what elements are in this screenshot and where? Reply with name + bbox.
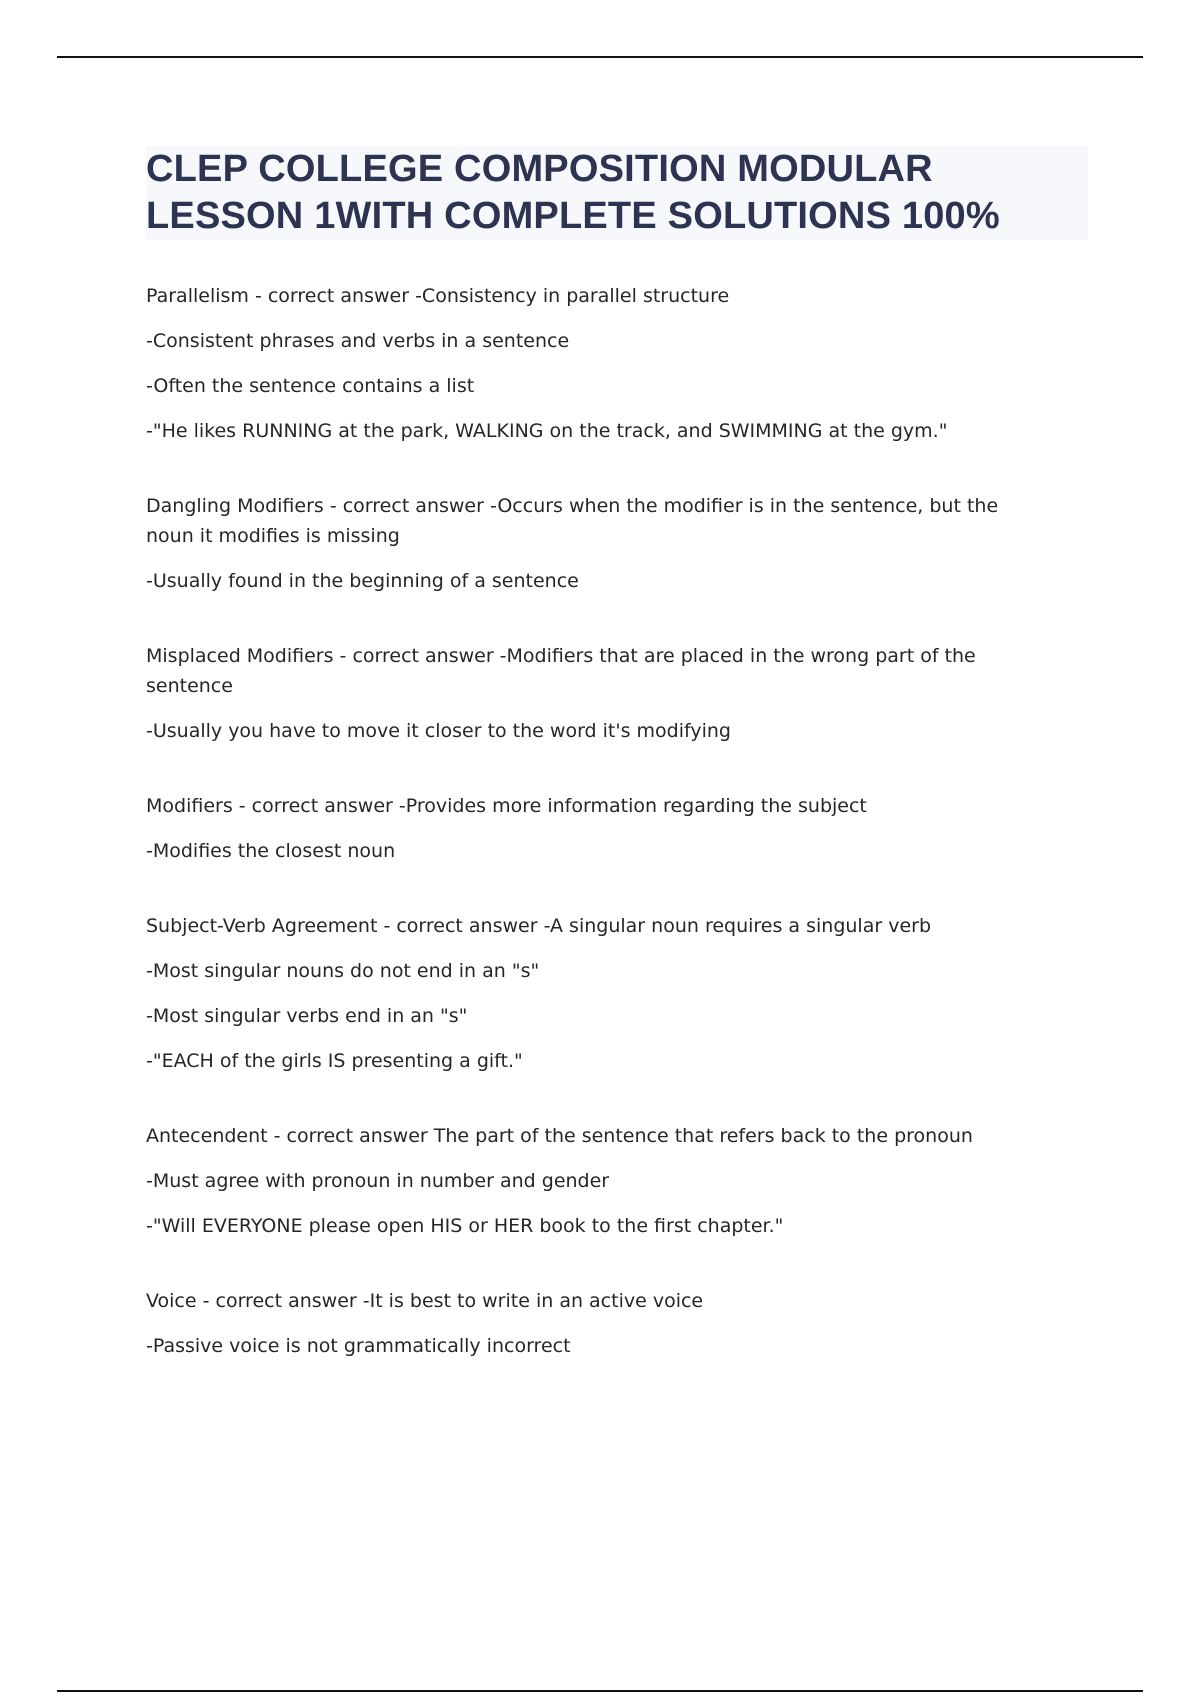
entry-voice (146, 1286, 1051, 1361)
entry-modifiers (146, 791, 1051, 866)
entry-line: Parallelism - correct answer -Consistency in parallel structure (146, 285, 730, 307)
top-rule (57, 56, 1143, 58)
entry-line: -Often the sentence contains a list (146, 375, 475, 397)
entry-line: -"He likes RUNNING at the park, WALKING on the track, and SWIMMING at the gym." (146, 420, 948, 442)
entry-line: -Usually found in the beginning of a sentence (146, 570, 579, 592)
entry-dangling-modifiers (146, 491, 1051, 596)
entry-line: Subject-Verb Agreement - correct answer -A singular noun requires a singular verb (146, 915, 932, 937)
entry-line: Voice - correct answer -It is best to write in an active voice (146, 1290, 704, 1312)
entry-line: -"Will EVERYONE please open HIS or HER book to the first chapter." (146, 1215, 784, 1237)
entry-line: -Most singular nouns do not end in an "s" (146, 960, 540, 982)
title-line-2: LESSON 1WITH COMPLETE SOLUTIONS 100% (146, 195, 1000, 237)
entry-line: -Must agree with pronoun in number and gender (146, 1170, 610, 1192)
entry-line: -Modifies the closest noun (146, 840, 396, 862)
entry-line: Misplaced Modifiers - correct answer -Modifiers that are placed in the wrong part of the sentence (146, 645, 976, 697)
title-block (146, 146, 1088, 240)
entry-subject-verb-agreement (146, 911, 1051, 1076)
entry-line: Antecendent - correct answer The part of the sentence that refers back to the pronoun (146, 1125, 973, 1147)
entry-line: -Consistent phrases and verbs in a sentence (146, 330, 570, 352)
entry-line: -Usually you have to move it closer to the word it's modifying (146, 720, 731, 742)
entry-line: Modifiers - correct answer -Provides more information regarding the subject (146, 795, 867, 817)
entry-line: -"EACH of the girls IS presenting a gift." (146, 1050, 523, 1072)
entry-misplaced-modifiers (146, 641, 1051, 746)
title-line-1: CLEP COLLEGE COMPOSITION MODULAR (146, 148, 933, 190)
entry-line: Dangling Modifiers - correct answer -Occurs when the modifier is in the sentence, but the noun it modifies is missing (146, 495, 999, 547)
entry-line: -Most singular verbs end in an "s" (146, 1005, 468, 1027)
document-title (146, 146, 1088, 240)
bottom-rule (57, 1690, 1143, 1692)
entry-parallelism (146, 281, 1051, 446)
flashcard-list (146, 281, 1051, 1406)
entry-line: -Passive voice is not grammatically incorrect (146, 1335, 571, 1357)
entry-antecendent (146, 1121, 1051, 1241)
